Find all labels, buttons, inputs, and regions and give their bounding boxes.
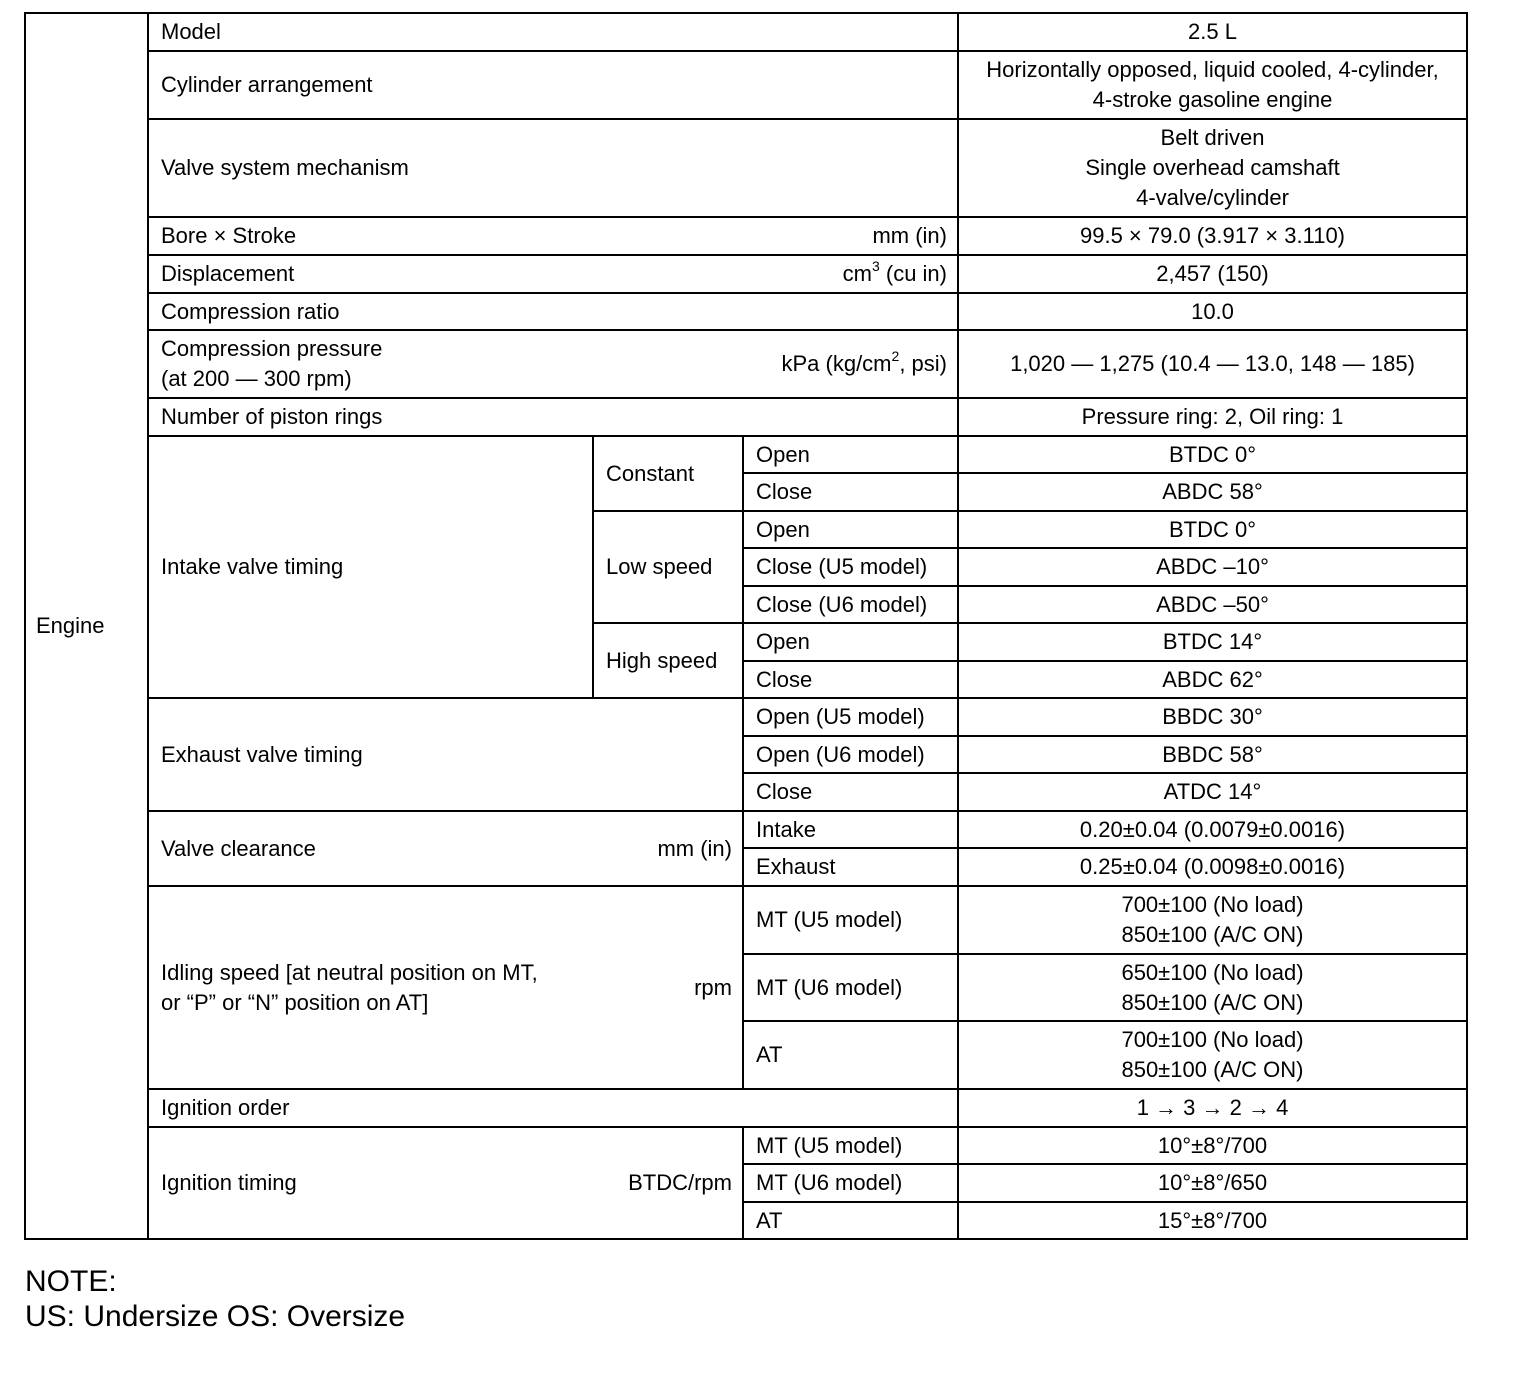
intake-group-low-speed: Low speed — [606, 554, 713, 579]
row-ignition-order-label: Ignition order — [161, 1095, 290, 1120]
row-idling-speed-unit: rpm — [694, 974, 732, 1000]
intake-cond: Close — [756, 479, 813, 504]
clearance-cond: Exhaust — [756, 854, 836, 879]
row-compression-pressure-value: 1,020 — 1,275 (10.4 — 13.0, 148 — 185) — [1010, 351, 1415, 376]
intake-value: ABDC –10° — [1156, 554, 1269, 579]
row-bore-label: Bore × Stroke — [161, 223, 297, 248]
row-ignition-order-value: 1 → 3 → 2 → 4 — [1136, 1095, 1289, 1120]
exhaust-cond: Open (U5 model) — [756, 704, 925, 729]
exhaust-value: ATDC 14° — [1163, 779, 1262, 804]
idling-cond: MT (U6 model) — [756, 974, 903, 1000]
ignition-cond: MT (U5 model) — [756, 1132, 903, 1158]
row-piston-rings-label: Number of piston rings — [161, 404, 383, 429]
row-displacement-unit: $cm^3$ (cu in) — [842, 258, 947, 286]
intake-value: BTDC 0° — [1168, 516, 1257, 542]
intake-group-high-speed: High speed — [606, 647, 718, 673]
note-title: NOTE: — [25, 1265, 117, 1298]
exhaust-cond: Open (U6 model) — [756, 741, 925, 767]
row-bore-unit: mm (in) — [872, 223, 947, 248]
row-displacement-value: 2,457 (150) — [1156, 261, 1269, 286]
row-ignition-timing-unit: BTDC/rpm — [628, 1170, 732, 1195]
idling-value: 700±100 (No load) 850±100 (A/C ON) — [1121, 1027, 1304, 1082]
row-intake-timing-label: Intake valve timing — [161, 554, 344, 579]
intake-value: ABDC 58° — [1162, 479, 1263, 504]
row-compression-ratio-value: 10.0 — [1191, 298, 1234, 324]
ignition-value: 10°±8°/650 — [1157, 1170, 1268, 1195]
intake-value: ABDC –50° — [1156, 591, 1269, 617]
intake-group-constant: Constant — [606, 460, 695, 486]
intake-cond: Open — [756, 629, 810, 654]
category-engine: Engine — [36, 613, 105, 638]
intake-cond: Close — [756, 666, 813, 692]
row-ignition-timing-label: Ignition timing — [161, 1170, 297, 1195]
row-valve-system-label: Valve system mechanism — [161, 155, 409, 180]
ignition-cond: AT — [756, 1207, 783, 1233]
ignition-value: 10°±8°/700 — [1157, 1132, 1268, 1158]
clearance-value: 0.25±0.04 (0.0098±0.0016) — [1079, 854, 1346, 879]
exhaust-value: BBDC 30° — [1162, 704, 1263, 729]
exhaust-value: BBDC 58° — [1162, 741, 1263, 767]
row-compression-pressure-label: Compression pressure (at 200 — 300 rpm) — [161, 336, 383, 391]
row-compression-ratio-label: Compression ratio — [161, 298, 340, 324]
idling-value: 650±100 (No load) 850±100 (A/C ON) — [1121, 959, 1304, 1015]
intake-value: BTDC 0° — [1168, 441, 1257, 467]
row-valve-system-value: Belt driven Single overhead camshaft 4-valve/cylinder — [1085, 125, 1340, 210]
intake-cond: Close (U5 model) — [756, 554, 928, 579]
row-compression-pressure-unit: kPa ($kg/cm^2$, psi) — [781, 348, 947, 376]
row-displacement-label: Displacement — [161, 261, 295, 286]
intake-value: ABDC 62° — [1162, 666, 1263, 692]
clearance-cond: Intake — [756, 816, 816, 842]
intake-value: BTDC 14° — [1162, 629, 1263, 654]
intake-cond: Close (U6 model) — [756, 591, 928, 617]
note-text: US: Undersize OS: Oversize — [25, 1300, 406, 1333]
ignition-value: 15°±8°/700 — [1157, 1207, 1268, 1233]
row-valve-clearance-label: Valve clearance — [161, 835, 316, 861]
row-cylinder-value: Horizontally opposed, liquid cooled, 4-cylinder, 4-stroke gasoline engine — [986, 57, 1439, 112]
idling-value: 700±100 (No load) 850±100 (A/C ON) — [1121, 892, 1304, 947]
row-bore-value: 99.5 × 79.0 (3.917 × 3.110) — [1079, 223, 1346, 248]
row-exhaust-timing-label: Exhaust valve timing — [161, 741, 363, 767]
row-model-value: 2.5 L — [1188, 19, 1237, 44]
row-idling-speed-label: Idling speed [at neutral position on MT, or “P” or “N” position on AT] — [161, 959, 538, 1015]
idling-cond: MT (U5 model) — [756, 907, 903, 932]
row-model-label: Model — [161, 19, 221, 44]
intake-cond: Open — [756, 516, 810, 542]
row-cylinder-label: Cylinder arrangement — [161, 72, 373, 97]
exhaust-cond: Close — [756, 779, 813, 804]
row-valve-clearance-unit: mm (in) — [657, 835, 732, 861]
ignition-cond: MT (U6 model) — [756, 1170, 903, 1195]
idling-cond: AT — [756, 1042, 783, 1067]
row-piston-rings-value: Pressure ring: 2, Oil ring: 1 — [1081, 404, 1344, 429]
clearance-value: 0.20±0.04 (0.0079±0.0016) — [1079, 816, 1346, 842]
intake-cond: Open — [756, 441, 810, 467]
